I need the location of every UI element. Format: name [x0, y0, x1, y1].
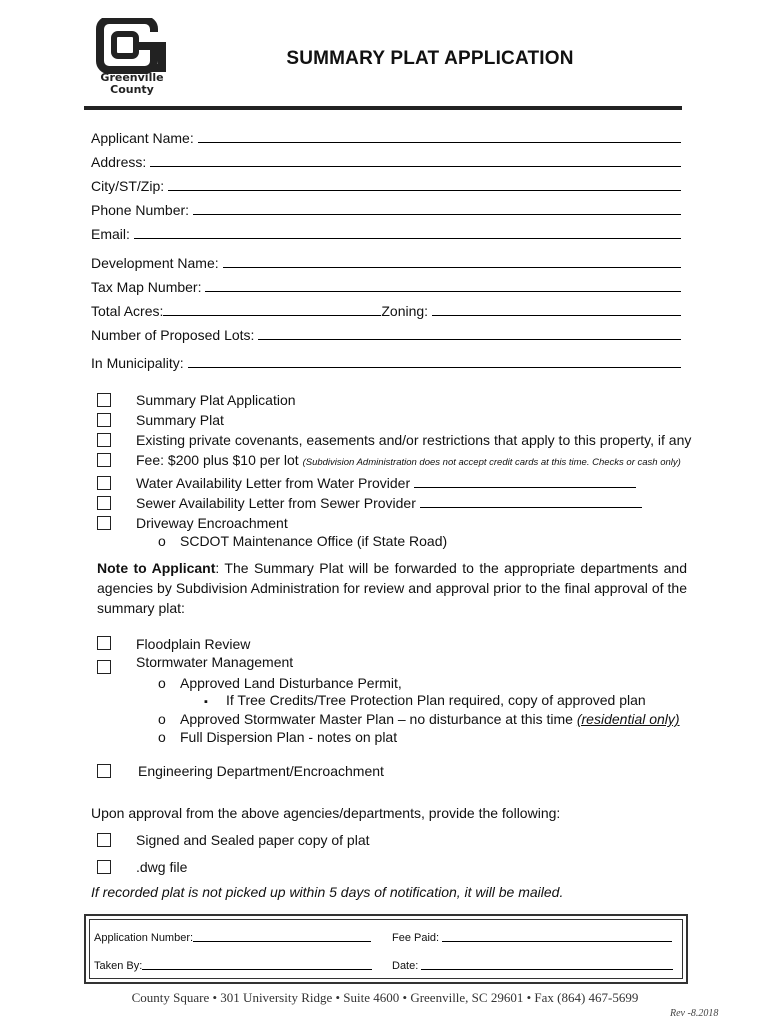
- water-letter-label: Water Availability Letter from Water Provider: [136, 475, 411, 491]
- address-field[interactable]: [91, 152, 681, 170]
- development-name-label: Development Name:: [91, 255, 219, 271]
- lots-label: Number of Proposed Lots:: [91, 327, 255, 343]
- checkbox[interactable]: [97, 516, 111, 530]
- checklist-label: Existing private covenants, easements and/or restrictions that apply to this property, if any: [136, 432, 692, 448]
- city-label: City/ST/Zip:: [91, 178, 165, 194]
- org-name-line1: Greenville: [100, 71, 164, 84]
- circle-bullet: o: [158, 729, 166, 745]
- checklist-label: Summary Plat Application: [136, 392, 296, 408]
- checklist-label: [136, 475, 636, 491]
- address-line[interactable]: [150, 165, 681, 167]
- circle-bullet: o: [158, 675, 166, 691]
- checkbox[interactable]: [97, 413, 111, 427]
- fee-label: Fee: $200 plus $10 per lot: [136, 452, 299, 468]
- checkbox[interactable]: [97, 476, 111, 490]
- checklist-item[interactable]: [97, 494, 416, 512]
- fee-note: (Subdivision Administration does not accept credit cards at this time. Checks or cash only): [302, 457, 681, 468]
- scdot-label: SCDOT Maintenance Office (if State Road): [180, 533, 448, 549]
- stormwater-master-subitem: [158, 711, 680, 727]
- municipality-field[interactable]: [91, 353, 681, 371]
- checkbox[interactable]: [97, 636, 111, 650]
- application-number-field[interactable]: [94, 930, 371, 944]
- note-label: Note to Applicant: [97, 560, 216, 576]
- full-dispersion-subitem: [158, 729, 397, 745]
- note-text: : The Summary Plat will be forwarded to the appropriate departments and agencies by Subdivision Administration for review and approval prior to the final approval of the summary plat:: [97, 560, 687, 616]
- tree-credits-label: If Tree Credits/Tree Protection Plan required, copy of approved plan: [226, 692, 646, 708]
- circle-bullet: o: [158, 711, 166, 727]
- approval-intro: Upon approval from the above agencies/departments, provide the following:: [91, 805, 561, 821]
- sewer-letter-label: Sewer Availability Letter from Sewer Provider: [136, 495, 416, 511]
- checklist-item[interactable]: [97, 391, 296, 409]
- tax-map-field[interactable]: [91, 277, 681, 295]
- fee-paid-label: Fee Paid:: [392, 932, 440, 944]
- acres-zoning-field[interactable]: [91, 301, 681, 319]
- acres-line[interactable]: [163, 314, 381, 316]
- phone-label: Phone Number:: [91, 202, 190, 218]
- checklist-label: .dwg file: [136, 859, 188, 875]
- checkbox[interactable]: [97, 393, 111, 407]
- applicant-name-label: Applicant Name:: [91, 130, 194, 146]
- checkbox[interactable]: [97, 833, 111, 847]
- checklist-label: Signed and Sealed paper copy of plat: [136, 832, 370, 848]
- date-label: Date:: [392, 960, 419, 972]
- checklist-item[interactable]: [97, 831, 370, 849]
- checklist-item[interactable]: [97, 451, 681, 469]
- taken-by-field[interactable]: [94, 958, 372, 972]
- sewer-provider-line[interactable]: [420, 506, 642, 508]
- checklist-item[interactable]: [97, 634, 251, 652]
- checklist-item[interactable]: [97, 514, 288, 532]
- checklist-label: [136, 495, 642, 511]
- tax-map-label: Tax Map Number:: [91, 279, 202, 295]
- scdot-subitem: [158, 533, 447, 549]
- water-provider-line[interactable]: [414, 486, 636, 488]
- greenville-county-logo-icon: [96, 18, 168, 74]
- residential-only-label: (residential only): [576, 711, 680, 727]
- municipality-label: In Municipality:: [91, 355, 184, 371]
- checkbox[interactable]: [97, 433, 111, 447]
- application-number-label: Application Number:: [94, 932, 194, 944]
- fee-paid-field[interactable]: [392, 930, 672, 944]
- land-disturbance-subitem: [158, 675, 402, 691]
- header-divider: [84, 106, 682, 110]
- development-name-field[interactable]: [91, 253, 681, 271]
- phone-field[interactable]: [91, 200, 681, 218]
- org-name: [86, 72, 178, 96]
- lots-line[interactable]: [258, 338, 681, 340]
- city-line[interactable]: [168, 189, 681, 191]
- checklist-item[interactable]: [97, 431, 692, 449]
- checklist-label: Engineering Department/Encroachment: [138, 763, 384, 779]
- land-disturbance-label: Approved Land Disturbance Permit,: [180, 675, 402, 691]
- development-name-line[interactable]: [223, 266, 681, 268]
- checklist-label: Driveway Encroachment: [136, 515, 288, 531]
- phone-line[interactable]: [193, 213, 681, 215]
- checkbox[interactable]: [97, 660, 111, 674]
- applicant-name-field[interactable]: [91, 128, 681, 146]
- checklist-label: [136, 452, 681, 468]
- taken-by-label: Taken By:: [94, 960, 143, 972]
- checklist-item[interactable]: [97, 411, 224, 429]
- circle-bullet: o: [158, 533, 166, 549]
- stormwater-master-label: Approved Stormwater Master Plan – no disturbance at this time: [180, 711, 577, 727]
- zoning-line[interactable]: [432, 314, 681, 316]
- application-number-line[interactable]: [193, 940, 371, 942]
- lots-field[interactable]: [91, 325, 681, 343]
- revision-label: Rev -8.2018: [670, 1008, 719, 1019]
- checklist-item[interactable]: [97, 654, 294, 676]
- note-to-applicant: [97, 558, 687, 618]
- address-label: Address:: [91, 154, 147, 170]
- checkbox[interactable]: [97, 496, 111, 510]
- tree-credits-subitem: [204, 692, 646, 708]
- checkbox[interactable]: [97, 453, 111, 467]
- full-dispersion-label: Full Dispersion Plan - notes on plat: [180, 729, 398, 745]
- checklist-label: Floodplain Review: [136, 636, 251, 652]
- email-field[interactable]: [91, 224, 681, 242]
- mailed-note: If recorded plat is not picked up within 5 days of notification, it will be mailed.: [91, 884, 564, 900]
- applicant-name-line[interactable]: [198, 141, 681, 143]
- checklist-item[interactable]: [97, 474, 411, 492]
- date-line[interactable]: [421, 968, 673, 970]
- org-name-line2: County: [110, 83, 154, 96]
- square-bullet: ▪: [204, 696, 208, 708]
- city-field[interactable]: [91, 176, 681, 194]
- footer-address: County Square • 301 University Ridge • Suite 4600 • Greenville, SC 29601 • Fax (864) 467-5699: [131, 990, 639, 1005]
- municipality-line[interactable]: [188, 366, 681, 368]
- email-line[interactable]: [134, 237, 681, 239]
- date-field[interactable]: [392, 958, 673, 972]
- tax-map-line[interactable]: [205, 290, 681, 292]
- checkbox[interactable]: [97, 860, 111, 874]
- email-label: Email:: [91, 226, 130, 242]
- fee-paid-line[interactable]: [442, 940, 672, 942]
- checkbox[interactable]: [97, 764, 111, 778]
- taken-by-line[interactable]: [142, 968, 372, 970]
- checklist-item[interactable]: [97, 858, 188, 876]
- checklist-label: Summary Plat: [136, 412, 224, 428]
- page-title: SUMMARY PLAT APPLICATION: [286, 48, 574, 69]
- zoning-label: Zoning:: [381, 303, 429, 319]
- acres-label: Total Acres:: [91, 303, 164, 319]
- checklist-item[interactable]: [97, 762, 384, 780]
- checklist-label: Stormwater Management: [136, 654, 294, 670]
